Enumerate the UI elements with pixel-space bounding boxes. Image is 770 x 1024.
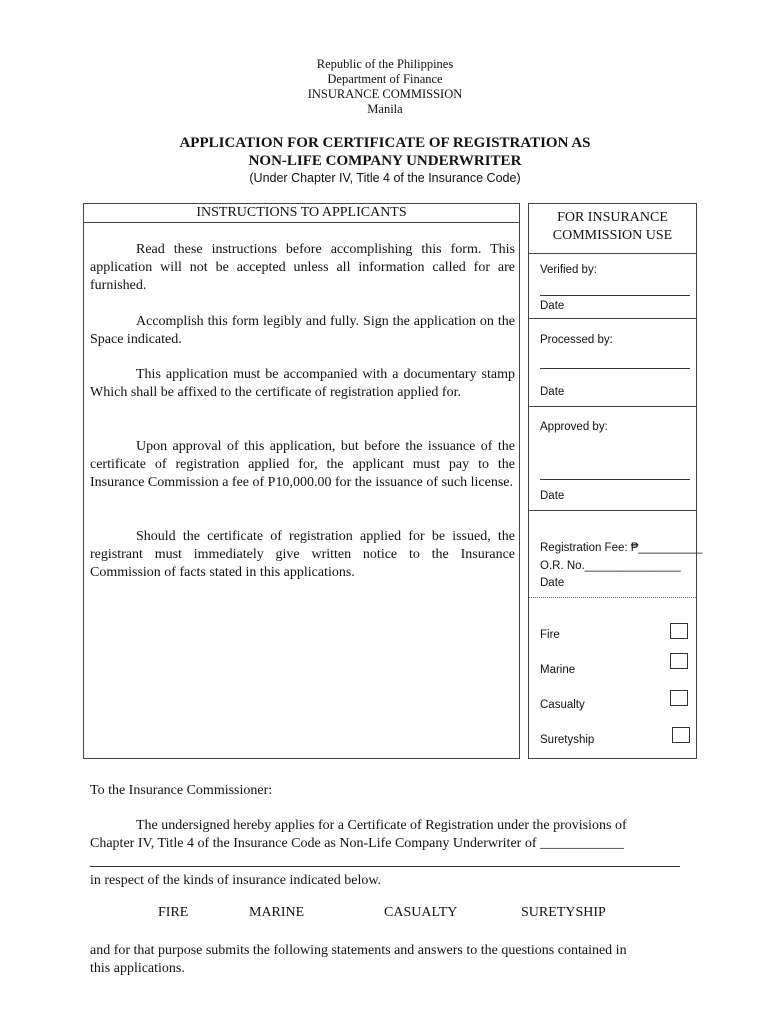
application-text-line2: Chapter IV, Title 4 of the Insurance Code as Non-Life Company Underwriter of ____________ — [90, 836, 624, 851]
line-casualty-checkbox[interactable] — [670, 690, 688, 706]
divider — [529, 318, 696, 319]
company-name-line[interactable] — [90, 866, 680, 867]
instruction-paragraph: Upon approval of this application, but before the issuance of the certificate of registration applied for, the applicant must pay to the Insurance Commission a fee of P10,000.00 for the issuance of such license. — [90, 439, 515, 490]
application-text-line1: The undersigned hereby applies for a Certificate of Registration under the provisions of — [136, 818, 627, 833]
instruction-paragraph: Read these instructions before accomplishing this form. This application will not be accepted unless all information called for are furnished. — [90, 242, 515, 293]
line-fire-checkbox[interactable] — [670, 623, 688, 639]
divider — [529, 253, 696, 254]
salutation: To the Insurance Commissioner: — [90, 783, 273, 798]
instruction-paragraph: This application must be accompanied with a documentary stamp Which shall be affixed to the certificate of registration applied for. — [90, 367, 515, 400]
approved-date-label: Date — [540, 490, 565, 502]
form-subtitle: (Under Chapter IV, Title 4 of the Insurance Code) — [249, 171, 521, 185]
approved-by-signature-line[interactable] — [540, 479, 690, 480]
registration-fee-field[interactable]: Registration Fee: ₱__________ — [540, 542, 703, 554]
instruction-paragraph: Accomplish this form legibly and fully. Sign the application on the Space indicated. — [90, 314, 515, 347]
kind-casualty: CASUALTY — [384, 905, 458, 920]
kind-fire: FIRE — [158, 905, 189, 920]
processed-date-label: Date — [540, 386, 565, 398]
divider — [529, 597, 696, 598]
processed-by-signature-line[interactable] — [540, 368, 690, 369]
line-casualty-label: Casualty — [540, 699, 585, 711]
header-department: Department of Finance — [327, 72, 443, 86]
processed-by-label: Processed by: — [540, 334, 613, 346]
kind-marine: MARINE — [249, 905, 305, 920]
line-suretyship-checkbox[interactable] — [672, 727, 690, 743]
header-republic: Republic of the Philippines — [316, 57, 454, 71]
line-marine-checkbox[interactable] — [670, 653, 688, 669]
statement-text-line2: this applications. — [90, 961, 185, 976]
verified-by-label: Verified by: — [540, 264, 597, 276]
form-title-line1: APPLICATION FOR CERTIFICATE OF REGISTRATION AS — [179, 135, 591, 151]
application-text-line4: in respect of the kinds of insurance indicated below. — [90, 873, 382, 888]
line-fire-label: Fire — [540, 629, 560, 641]
commission-use-heading: FOR INSURANCE COMMISSION USE — [552, 210, 673, 243]
instructions-heading: INSTRUCTIONS TO APPLICANTS — [84, 204, 519, 223]
line-marine-label: Marine — [540, 664, 576, 676]
statement-text-line1: and for that purpose submits the following statements and answers to the questions contained in — [90, 943, 627, 958]
or-number-field[interactable]: O.R. No._______________ — [540, 560, 681, 572]
kind-suretyship: SURETYSHIP — [521, 905, 606, 920]
verified-date-label: Date — [540, 300, 565, 312]
instruction-paragraph: Should the certificate of registration applied for be issued, the registrant must immediately give written notice to the Insurance Commission of facts stated in this applications. — [90, 529, 515, 580]
divider — [529, 406, 696, 407]
verified-by-signature-line[interactable] — [540, 295, 690, 296]
approved-by-label: Approved by: — [540, 421, 608, 433]
line-suretyship-label: Suretyship — [540, 734, 595, 746]
header-commission: INSURANCE COMMISSION — [307, 87, 463, 101]
form-title-line2: NON-LIFE COMPANY UNDERWRITER — [248, 153, 522, 169]
fee-date-label: Date — [540, 577, 565, 589]
divider — [529, 510, 696, 511]
header-city: Manila — [367, 102, 403, 116]
